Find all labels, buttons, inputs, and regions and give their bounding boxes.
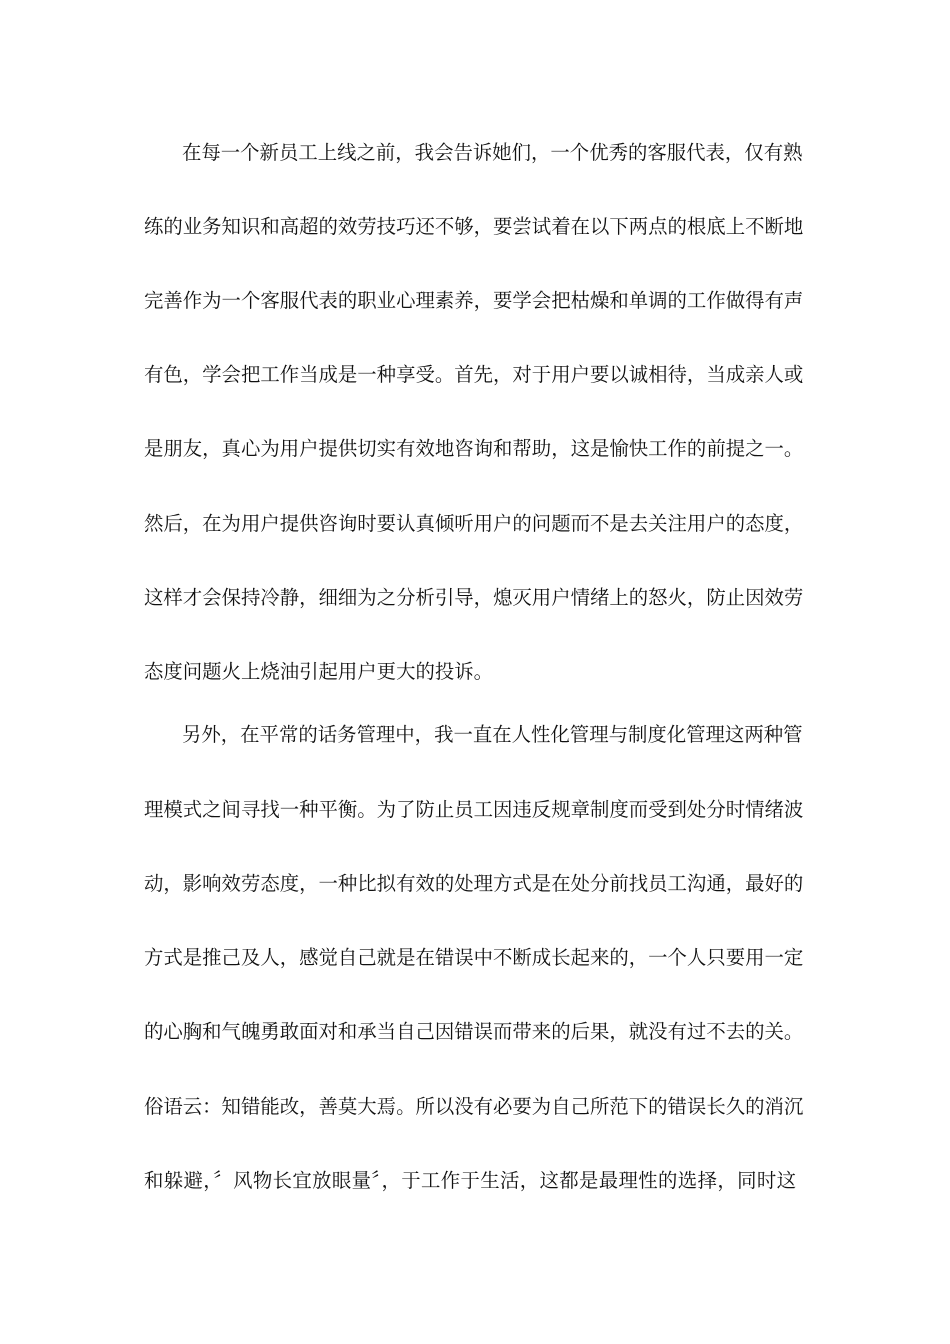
paragraph-line: 俗语云：知错能改，善莫大焉。所以没有必要为自己所范下的错误长久的消沉 (144, 1095, 804, 1118)
paragraph-line: 然后，在为用户提供咨询时要认真倾听用户的问题而不是去关注用户的态度， (144, 512, 804, 535)
paragraph-line: 方式是推己及人，感觉自己就是在错误中不断成长起来的，一个人只要用一定 (144, 946, 804, 969)
paragraph-line: 在每一个新员工上线之前，我会告诉她们，一个优秀的客服代表，仅有熟 (182, 141, 803, 164)
paragraph-line: 是朋友，真心为用户提供切实有效地咨询和帮助，这是愉快工作的前提之一。 (144, 437, 804, 460)
paragraph-line: 态度问题火上烧油引起用户更大的投诉。 (144, 660, 494, 683)
paragraph-line: 的心胸和气魄勇敢面对和承当自己因错误而带来的后果，就没有过不去的关。 (144, 1020, 804, 1043)
paragraph-line: 另外，在平常的话务管理中，我一直在人性化管理与制度化管理这两种管 (182, 723, 803, 746)
paragraph-line: 动，影响效劳态度，一种比拟有效的处理方式是在处分前找员工沟通，最好的 (144, 872, 804, 895)
paragraph-line: 理模式之间寻找一种平衡。为了防止员工因违反规章制度而受到处分时情绪波 (144, 798, 804, 821)
paragraph-line: 有色，学会把工作当成是一种享受。首先，对于用户要以诚相待，当成亲人或 (144, 363, 804, 386)
paragraph-line: 完善作为一个客服代表的职业心理素养，要学会把枯燥和单调的工作做得有声 (144, 289, 804, 312)
paragraph-line: 这样才会保持冷静，细细为之分析引导，熄灭用户情绪上的怒火，防止因效劳 (144, 586, 804, 609)
paragraph-line: 和躲避，〞风物长宜放眼量〞，于工作于生活，这都是最理性的选择，同时这 (144, 1169, 796, 1192)
paragraph-line: 练的业务知识和高超的效劳技巧还不够，要尝试着在以下两点的根底上不断地 (144, 215, 804, 238)
